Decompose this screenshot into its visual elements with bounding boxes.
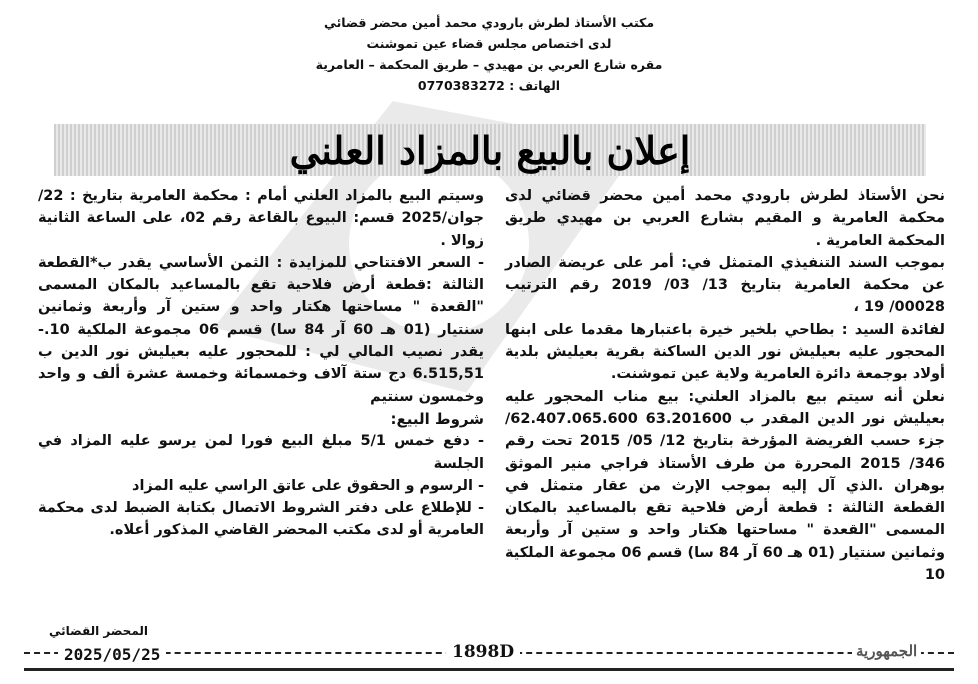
paragraph-auction-venue: وسيتم البيع بالمزاد العلني أمام : محكمة العامرية بتاريخ : 22/جوان/2025 قسم: البيوع بالقاعة رقم 02، على الساعة الثانية زوالا . xyxy=(38,188,484,249)
paragraph-bailiff-intro: نحن الأستاذ لطرش بارودي محمد أمين محضر قضائي لدى محكمة العامرية و المقيم بشارع العربي بن مهيدي طريق المحكمة العامرية . xyxy=(505,188,945,249)
paragraph-opening-price: - السعر الافتتاحي للمزايدة : الثمن الأساسي يقدر ب*القطعة الثالثة :قطعة أرض فلاحية تقع بالمساعيد بالمكان المسمى "القعدة " مساحتها هكتار واحد و ستين آر وأربعة وثمانين سنتيار (01 هـ 60 آر 84 سا) قسم 06 مجموعة الملكية 10.-يقدر نصيب المالي لي : للمحجور عليه بعيليش نور الدين ب 6.515,51 دج ستة آلاف وخمسمائة وخمسة عشرة ألف و واحد وخمسون سنتيم xyxy=(38,254,485,405)
conditions-heading: شروط البيع: xyxy=(390,409,484,428)
footer-divider-solid xyxy=(24,668,954,671)
header-office-name: مكتب الأستاذ لطرش بارودي محمد أمين محضر قضائي xyxy=(323,15,655,30)
condition-consultation: - للإطلاع على دفتر الشروط الاتصال بكتابة الضبط لدى محكمة العامرية أو لدى مكتب المحضر القاضي المذكور أعلاه. xyxy=(38,500,484,539)
header-jurisdiction: لدى اختصاص مجلس قضاء عين تموشنت xyxy=(366,36,612,51)
title-banner xyxy=(54,124,926,176)
footer-date: 2025/05/25 xyxy=(58,645,166,664)
office-header xyxy=(230,12,748,96)
signature: المحضر القضائي xyxy=(48,624,148,638)
header-address: مقره شارع العربي بن مهيدي – طريق المحكمة – العامرية xyxy=(315,57,663,72)
footer-ad-code: 1898D xyxy=(446,642,520,662)
page-title: إعلان بالبيع بالمزاد العلني xyxy=(289,128,691,173)
paragraph-executive-title: بموجب السند التنفيذي المتمثل في: أمر على عريضة الصادر عن محكمة العامرية بتاريخ 13/ 03/ 2019 رقم الترتيب 00028/ 19 ، xyxy=(505,254,945,316)
paragraph-sale-announcement: نعلن أنه سيتم بيع بالمزاد العلني: بيع مناب المحجور عليه بعيليش نور الدين المقدر ب 63.201600 62.407.065.600/ جزء حسب الفريضة المؤرخة بتاريخ 12/ 05/ 2015 تحت رقم 346/ 2015 المحررة من طرف الأستاذ فراجي منير الموثق بوهران .الذي آل إليه بموجب الإرث من عقار متمثل في القطعة الثالثة : قطعة أرض فلاحية تقع بالمساعيد بالمكان المسمى "القعدة " مساحتها هكتار واحد و ستين آر وأربعة وثمانين سنتيار (01 هـ 60 آر 84 سا) قسم 06 مجموعة الملكية 10 xyxy=(505,388,945,584)
right-column xyxy=(505,185,945,586)
condition-fees: - الرسوم و الحقوق على عاتق الراسي عليه المزاد xyxy=(132,477,484,494)
header-phone: الهاتف : 0770383272 xyxy=(417,78,561,93)
paragraph-beneficiary: لفائدة السيد : بطاحي بلخير خيرة باعتبارها مقدما على ابنها المحجور عليه بعيليش نور الدين الساكنة بقرية بعيليش بلدية أولاد بوجمعة دائرة العامرية ولاية عين تموشنت. xyxy=(505,321,945,383)
newspaper-logo: الجمهورية xyxy=(852,642,921,660)
condition-payment: - دفع خمس 5/1 مبلغ البيع فورا لمن يرسو عليه المزاد في الجلسة xyxy=(38,433,484,472)
left-column xyxy=(38,185,484,542)
